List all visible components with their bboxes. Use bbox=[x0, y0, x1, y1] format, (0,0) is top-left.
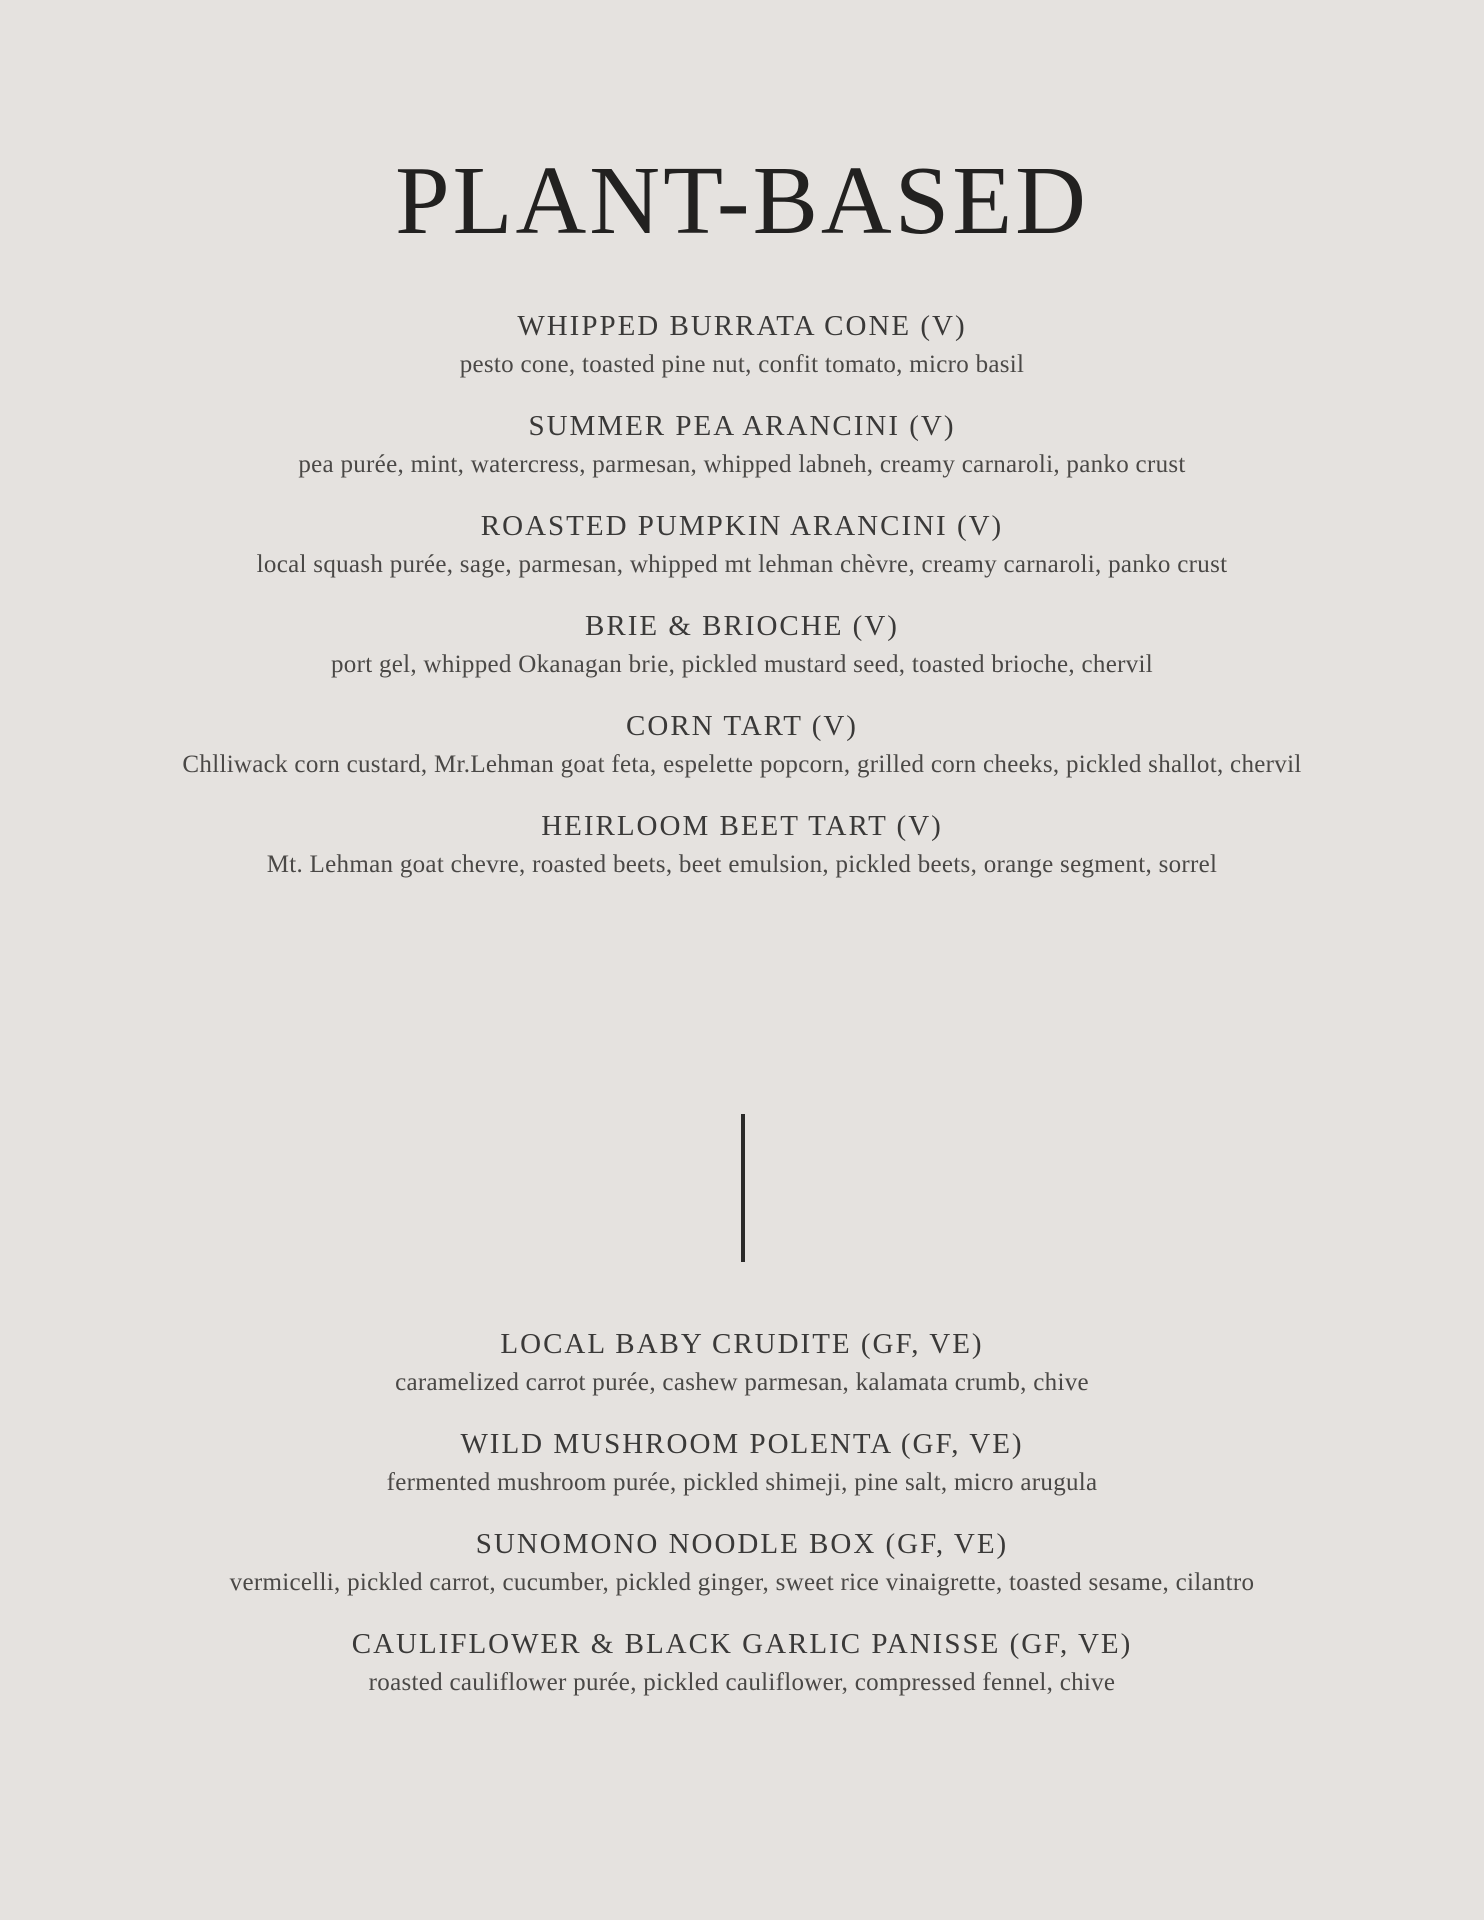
menu-item-description: local squash purée, sage, parmesan, whipped mt lehman chèvre, creamy carnaroli, panko crust bbox=[256, 551, 1228, 578]
menu-item-description: port gel, whipped Okanagan brie, pickled mustard seed, toasted brioche, chervil bbox=[330, 651, 1154, 678]
menu-item bbox=[160, 1326, 1324, 1400]
menu-item-name: CORN TART (V) bbox=[626, 710, 858, 742]
menu-item-name: ROASTED PUMPKIN ARANCINI (V) bbox=[480, 510, 1004, 542]
menu-item-description: vermicelli, pickled carrot, cucumber, pickled ginger, sweet rice vinaigrette, toasted sesame, cilantro bbox=[229, 1569, 1255, 1596]
menu-section-vegan bbox=[160, 1326, 1324, 1726]
menu-item-name: HEIRLOOM BEET TART (V) bbox=[541, 810, 943, 842]
menu-item bbox=[160, 308, 1324, 382]
menu-item-description: pea purée, mint, watercress, parmesan, whipped labneh, creamy carnaroli, panko crust bbox=[298, 451, 1186, 478]
menu-item-description: pesto cone, toasted pine nut, confit tomato, micro basil bbox=[459, 351, 1025, 378]
menu-item bbox=[160, 608, 1324, 682]
menu-item-name: BRIE & BRIOCHE (V) bbox=[585, 610, 899, 642]
menu-section-vegetarian bbox=[160, 308, 1324, 908]
menu-item bbox=[160, 408, 1324, 482]
menu-item-name: WHIPPED BURRATA CONE (V) bbox=[517, 310, 967, 342]
menu-item-description: Mt. Lehman goat chevre, roasted beets, beet emulsion, pickled beets, orange segment, sorrel bbox=[266, 851, 1218, 878]
menu-item-description: Chlliwack corn custard, Mr.Lehman goat feta, espelette popcorn, grilled corn cheeks, pickled shallot, chervil bbox=[182, 751, 1302, 778]
menu-item bbox=[160, 1426, 1324, 1500]
menu-item-name: WILD MUSHROOM POLENTA (GF, VE) bbox=[460, 1428, 1024, 1460]
menu-item bbox=[160, 708, 1324, 782]
menu-item bbox=[160, 808, 1324, 882]
menu-item bbox=[160, 508, 1324, 582]
menu-item-description: roasted cauliflower purée, pickled cauliflower, compressed fennel, chive bbox=[368, 1669, 1116, 1696]
page-title: PLANT-BASED bbox=[395, 147, 1089, 255]
menu-item-name: LOCAL BABY CRUDITE (GF, VE) bbox=[500, 1328, 984, 1360]
menu-item-name: CAULIFLOWER & BLACK GARLIC PANISSE (GF, VE) bbox=[351, 1628, 1133, 1660]
menu-item-name: SUNOMONO NOODLE BOX (GF, VE) bbox=[475, 1528, 1009, 1560]
menu-item bbox=[160, 1626, 1324, 1700]
menu-item bbox=[160, 1526, 1324, 1600]
menu-item-description: fermented mushroom purée, pickled shimeji, pine salt, micro arugula bbox=[386, 1469, 1098, 1496]
menu-item-description: caramelized carrot purée, cashew parmesan, kalamata crumb, chive bbox=[395, 1369, 1089, 1396]
menu-item-name: SUMMER PEA ARANCINI (V) bbox=[528, 410, 956, 442]
vertical-divider bbox=[741, 1114, 745, 1262]
